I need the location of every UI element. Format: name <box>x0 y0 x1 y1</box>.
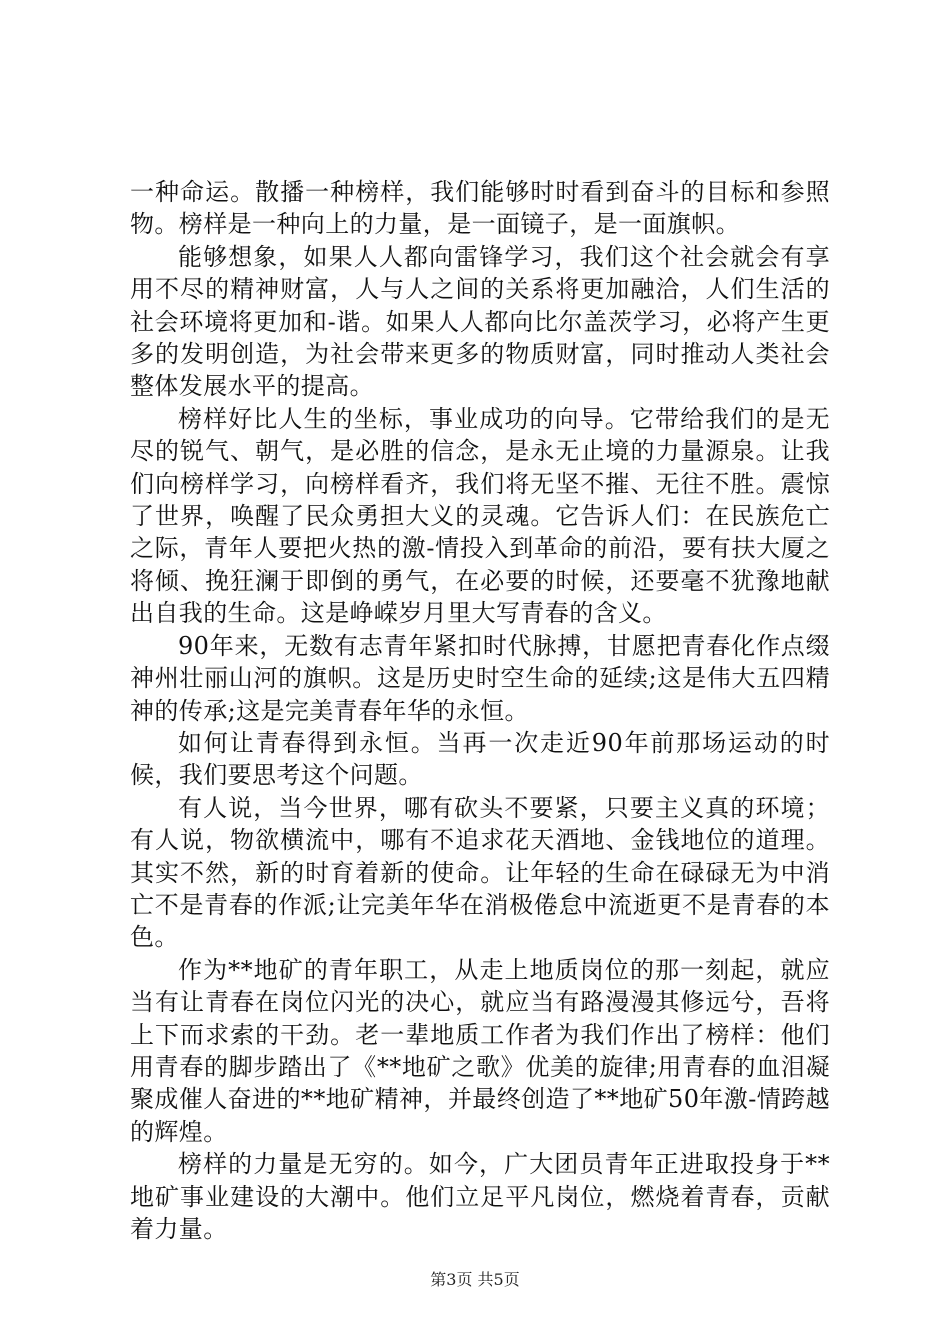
paragraph-6: 有人说，当今世界，哪有砍头不要紧，只要主义真的环境；有人说，物欲横流中，哪有不追求花天酒地、金钱地位的道理。其实不然，新的时育着新的使命。让年轻的生命在碌碌无为中消亡不是青春的作派;让完美年华在消极倦怠中流逝更不是青春的本色。 <box>130 793 830 952</box>
paragraph-1: 一种命运。散播一种榜样，我们能够时时看到奋斗的目标和参照物。榜样是一种向上的力量，是一面镜子，是一面旗帜。 <box>130 178 830 239</box>
paragraph-7: 作为**地矿的青年职工，从走上地质岗位的那一刻起，就应当有让青春在岗位闪光的决心，就应当有路漫漫其修远兮，吾将上下而求索的干劲。老一辈地质工作者为我们作出了榜样：他们用青春的脚步踏出了《**地矿之歌》优美的旋律;用青春的血泪凝聚成催人奋进的**地矿精神，并最终创造了**地矿50年激-情跨越的辉煌。 <box>130 955 830 1146</box>
paragraph-2: 能够想象，如果人人都向雷锋学习，我们这个社会就会有享用不尽的精神财富，人与人之间的关系将更加融洽，人们生活的社会环境将更加和-谐。如果人人都向比尔盖茨学习，必将产生更多的发明创造，为社会带来更多的物质财富，同时推动人类社会整体发展水平的提高。 <box>130 242 830 401</box>
paragraph-5: 如何让青春得到永恒。当再一次走近90年前那场运动的时候，我们要思考这个问题。 <box>130 728 830 790</box>
document-body <box>130 176 830 1245</box>
paragraph-3: 榜样好比人生的坐标，事业成功的向导。它带给我们的是无尽的锐气、朝气，是必胜的信念，是永无止境的力量源泉。让我们向榜样学习，向榜样看齐，我们将无坚不摧、无往不胜。震惊了世界，唤醒了民众勇担大义的灵魂。它告诉人们：在民族危亡之际，青年人要把火热的激-情投入到革命的前沿，要有扶大厦之将倾、挽狂澜于即倒的勇气，在必要的时候，还要毫不犹豫地献出自我的生命。这是峥嵘岁月里大写青春的含义。 <box>130 404 830 628</box>
paragraph-8: 榜样的力量是无穷的。如今，广大团员青年正进取投身于**地矿事业建设的大潮中。他们立足平凡岗位，燃烧着青春，贡献着力量。 <box>130 1150 830 1243</box>
paragraph-4: 90年来，无数有志青年紧扣时代脉搏，甘愿把青春化作点缀神州壮丽山河的旗帜。这是历史时空生命的延续;这是伟大五四精神的传承;这是完美青春年华的永恒。 <box>130 631 830 725</box>
page-number: 第3页 共5页 <box>430 1270 520 1289</box>
page-footer <box>0 1270 950 1290</box>
